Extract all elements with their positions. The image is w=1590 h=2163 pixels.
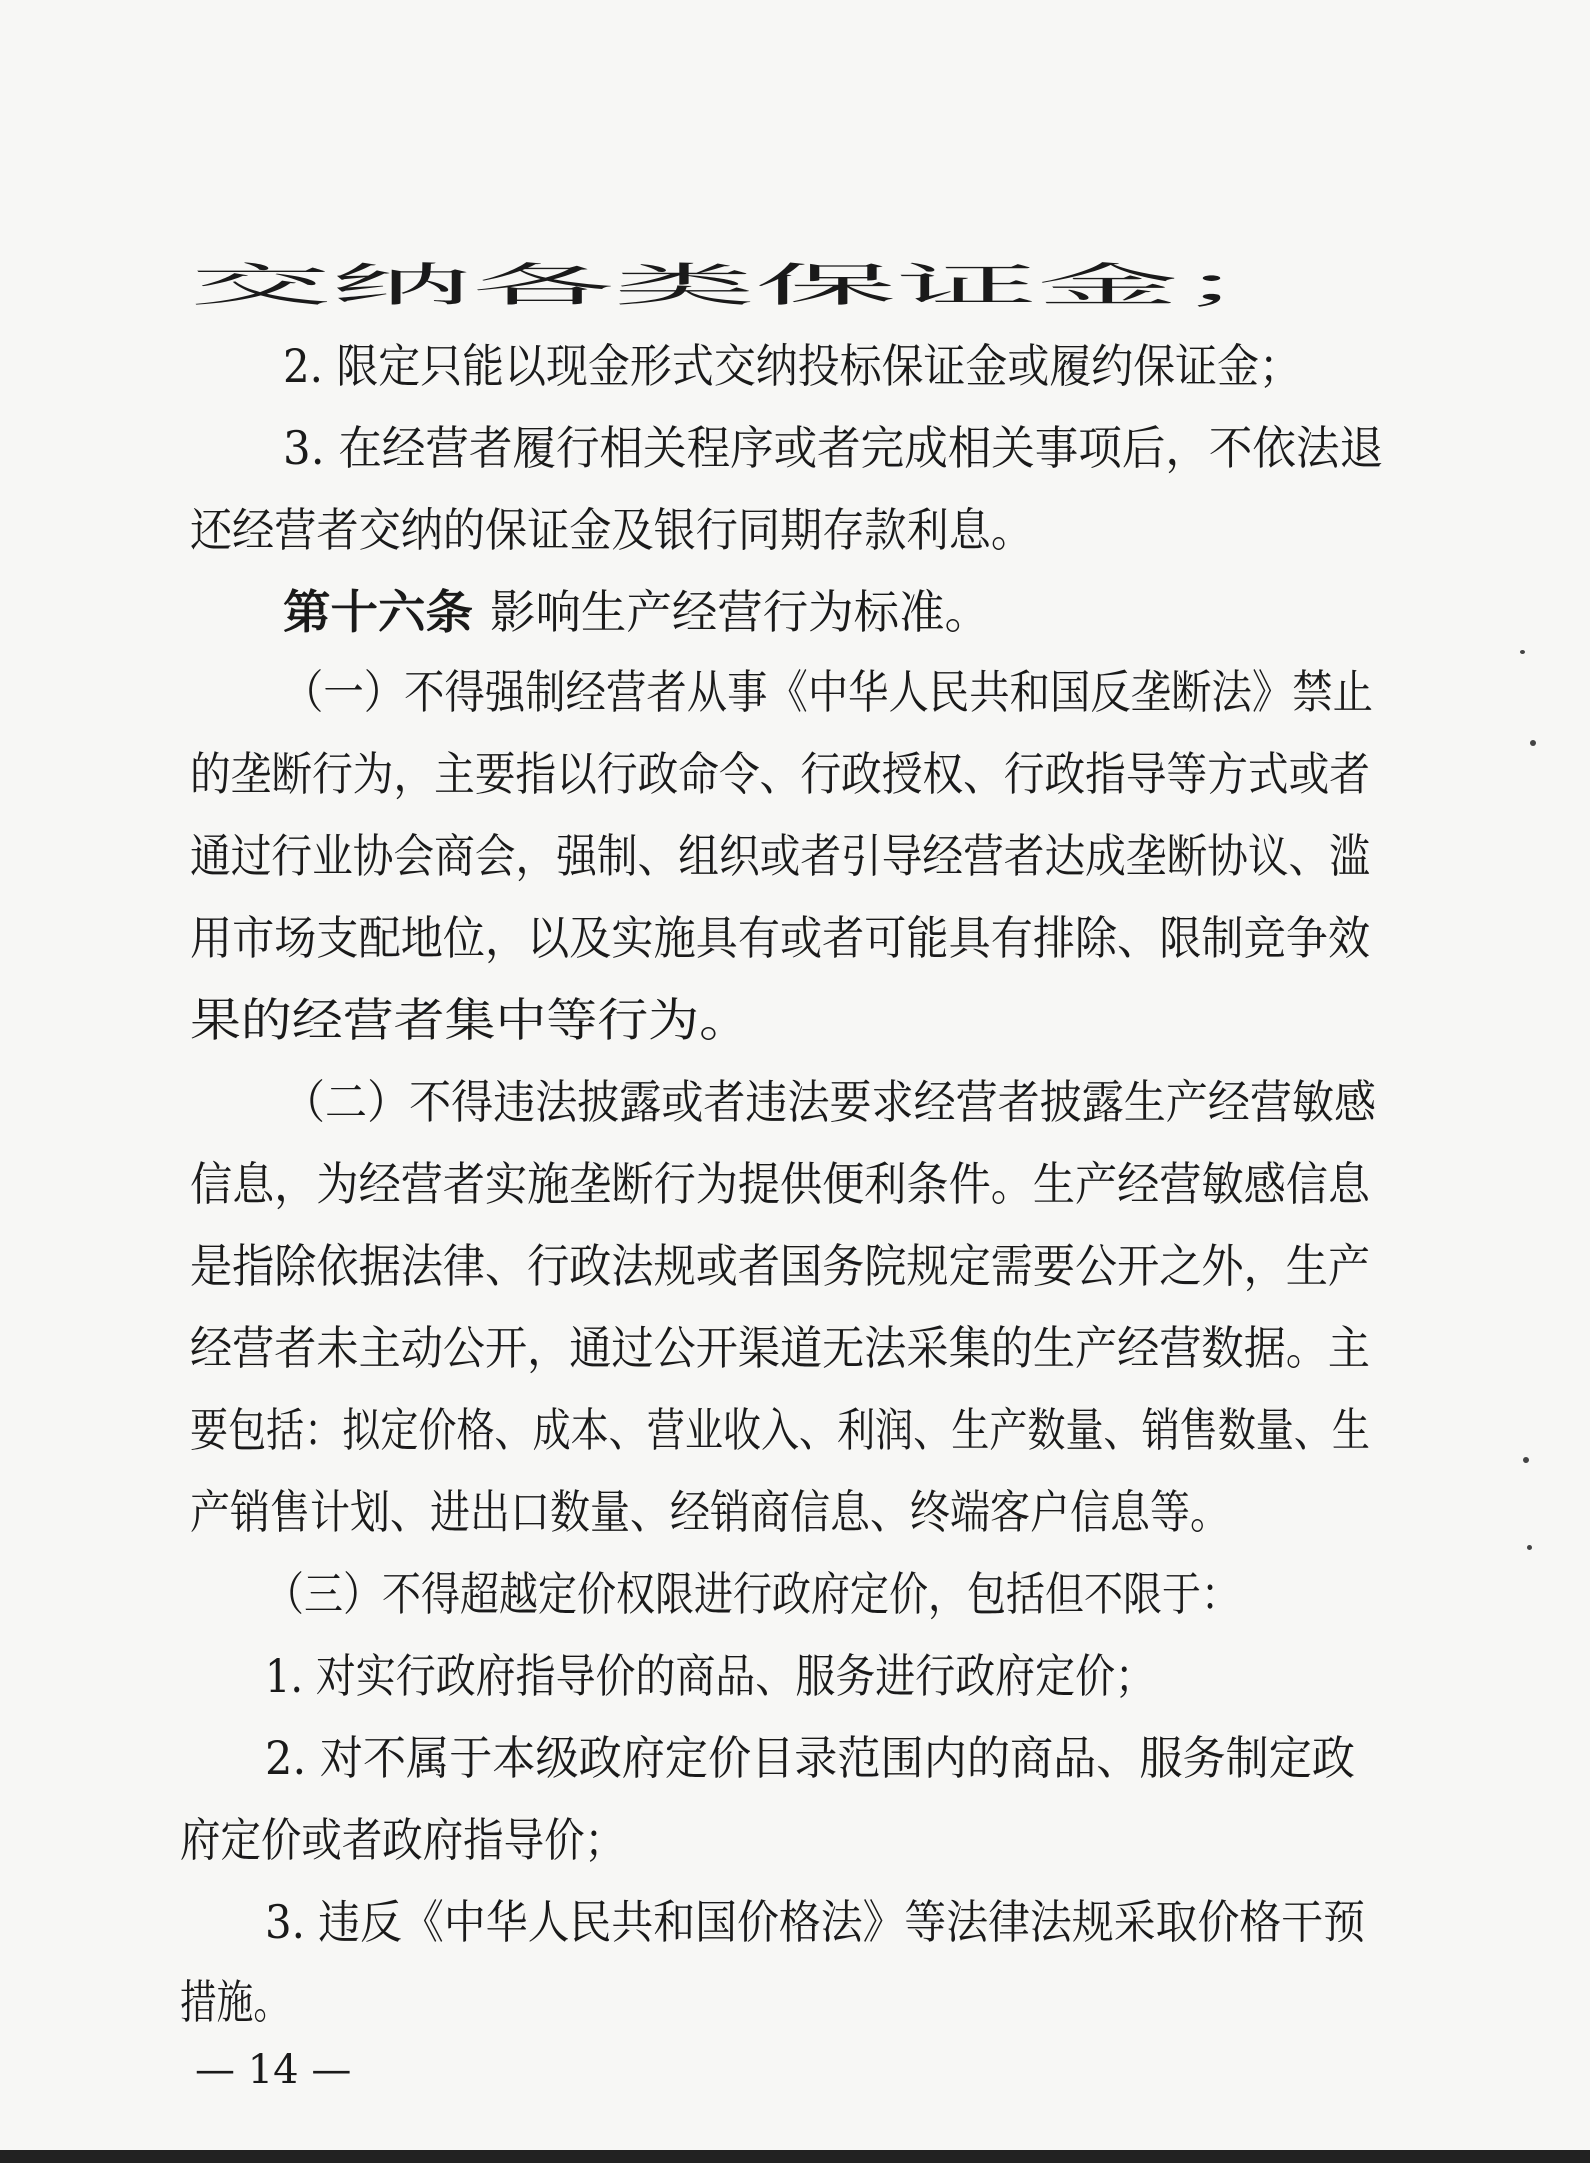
article-line [0, 572, 1590, 652]
line-text: 经营者未主动公开，通过公开渠道无法采集的生产经营数据。主 [190, 1321, 1370, 1375]
text-line-9 [0, 898, 1590, 978]
scan-speck [1523, 1457, 1529, 1463]
line-text: 交纳各类保证金； [190, 258, 1320, 312]
line-text: 影响生产经营行为标准。 [490, 585, 990, 639]
text-line-3 [0, 408, 1590, 488]
line-text: 2. 对不属于本级政府定价目录范围内的商品、服务制定政 [265, 1731, 1355, 1785]
line-text: 通过行业协会商会，强制、组织或者引导经营者达成垄断协议、滥 [190, 829, 1370, 883]
text-line-15 [0, 1390, 1590, 1470]
line-text: 措施。 [180, 1975, 290, 2029]
text-line-2 [0, 326, 1590, 406]
line-text: 是指除依据法律、行政法规或者国务院规定需要公开之外，生产 [190, 1239, 1370, 1293]
page-number: — 14 — [195, 2047, 352, 2093]
text-line-17 [0, 1554, 1590, 1634]
line-text: 的垄断行为，主要指以行政命令、行政授权、行政指导等方式或者 [190, 747, 1370, 801]
text-line-20 [0, 1800, 1590, 1880]
text-line-22 [0, 1962, 1590, 2042]
line-text: 产销售计划、进出口数量、经销商信息、终端客户信息等。 [190, 1485, 1230, 1539]
line-text: （一）不得强制经营者从事《中华人民共和国反垄断法》禁止 [283, 665, 1373, 719]
text-line-7 [0, 734, 1590, 814]
text-line-21 [0, 1882, 1590, 1962]
text-line-16 [0, 1472, 1590, 1552]
text-line-19 [0, 1718, 1590, 1798]
line-text: 信息，为经营者实施垄断行为提供便利条件。生产经营敏感信息 [190, 1157, 1370, 1211]
text-line-6 [0, 652, 1590, 732]
text-line-8 [0, 816, 1590, 896]
text-line-11 [0, 1062, 1590, 1142]
line-text: 3. 违反《中华人民共和国价格法》等法律法规采取价格干预 [265, 1895, 1365, 1949]
line-text: 3. 在经营者履行相关程序或者完成相关事项后，不依法退 [283, 421, 1383, 475]
line-text: 还经营者交纳的保证金及银行同期存款利息。 [190, 503, 1033, 557]
line-text: 府定价或者政府指导价； [180, 1813, 625, 1867]
line-text: 1. 对实行政府指导价的商品、服务进行政府定价； [265, 1649, 1155, 1703]
line-text: 用市场支配地位，以及实施具有或者可能具有排除、限制竞争效 [190, 911, 1370, 965]
line-text: 要包括：拟定价格、成本、营业收入、利润、生产数量、销售数量、生 [190, 1403, 1370, 1457]
text-line-13 [0, 1226, 1590, 1306]
text-line-12 [0, 1144, 1590, 1224]
text-line-10 [0, 980, 1590, 1060]
text-line-18 [0, 1636, 1590, 1716]
line-text: 果的经营者集中等行为。 [190, 993, 750, 1047]
line-text: 2. 限定只能以现金形式交纳投标保证金或履约保证金； [283, 339, 1301, 393]
scan-bottom-edge [0, 2150, 1590, 2163]
scan-speck [1527, 1545, 1532, 1550]
article-heading: 第十六条 [283, 585, 473, 639]
line-text: （二）不得违法披露或者违法要求经营者披露生产经营敏感 [283, 1075, 1376, 1129]
text-line-14 [0, 1308, 1590, 1388]
scan-speck [1520, 650, 1525, 654]
text-line-1 [0, 245, 1590, 325]
scan-speck [1530, 740, 1536, 746]
text-line-4 [0, 490, 1590, 570]
line-text: （三）不得超越定价权限进行政府定价，包括但不限于： [265, 1567, 1240, 1621]
